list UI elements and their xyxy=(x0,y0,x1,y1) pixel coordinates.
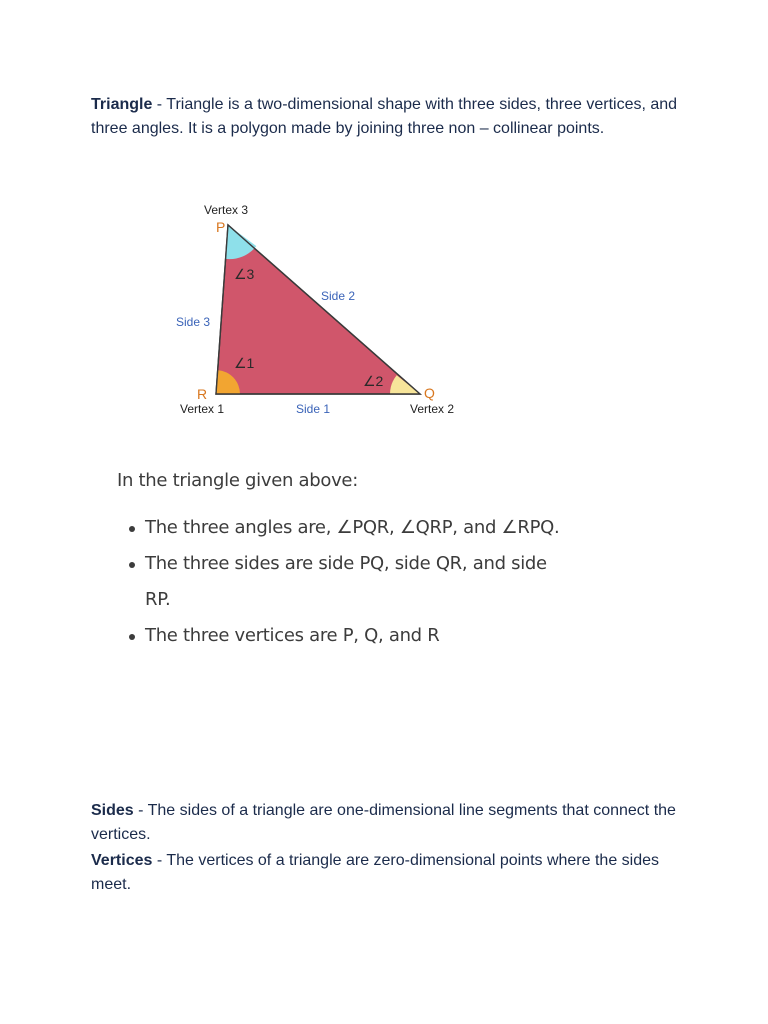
facts-bullet-vertices xyxy=(117,618,577,654)
vertex-q-caption: Vertex 2 xyxy=(410,402,455,416)
vertices-definition xyxy=(91,849,691,897)
facts-bullet-angles xyxy=(117,510,577,546)
bullet-dot xyxy=(129,562,135,568)
bullet-dot xyxy=(129,634,135,640)
bullet-dot xyxy=(129,526,135,532)
side-1-label: Side 1 xyxy=(296,402,331,416)
triangle-definition-text: - Triangle is a two-dimensional shape with three sides, three vertices, and three angles. It is a polygon made by joining three non – collinear points. xyxy=(91,96,678,137)
side-3-label: Side 3 xyxy=(176,315,211,329)
facts-intro: In the triangle given above: xyxy=(117,470,358,491)
angle-2-label: ∠2 xyxy=(363,373,384,389)
angle-1-label: ∠1 xyxy=(234,355,255,371)
vertex-q-letter: Q xyxy=(424,385,435,401)
sides-term: Sides xyxy=(91,802,134,819)
vertices-term: Vertices xyxy=(91,852,153,869)
facts-bullet-text: The three sides are side PQ, side QR, and side RP. xyxy=(145,553,547,610)
vertex-p-letter: P xyxy=(216,219,226,235)
triangle-term: Triangle xyxy=(91,96,153,113)
vertices-definition-text: - The vertices of a triangle are zero-dimensional points where the sides meet. xyxy=(91,852,660,893)
facts-bullet-sides xyxy=(117,546,577,618)
vertex-r-caption: Vertex 1 xyxy=(180,402,225,416)
sides-definition-text: - The sides of a triangle are one-dimensional line segments that connect the vertices. xyxy=(91,802,676,843)
vertex-p-caption: Vertex 3 xyxy=(204,203,249,217)
angle-3-label: ∠3 xyxy=(234,266,255,282)
facts-bullet-text: The three angles are, ∠PQR, ∠QRP, and ∠RPQ. xyxy=(145,517,560,538)
facts-bullet-text: The three vertices are P, Q, and R xyxy=(145,625,440,646)
sides-definition xyxy=(91,799,691,847)
side-2-label: Side 2 xyxy=(321,289,356,303)
vertex-r-letter: R xyxy=(197,386,208,402)
triangle-definition xyxy=(91,93,691,141)
triangle-diagram xyxy=(170,196,480,428)
triangle-facts-box xyxy=(117,466,577,654)
facts-list xyxy=(117,510,577,654)
